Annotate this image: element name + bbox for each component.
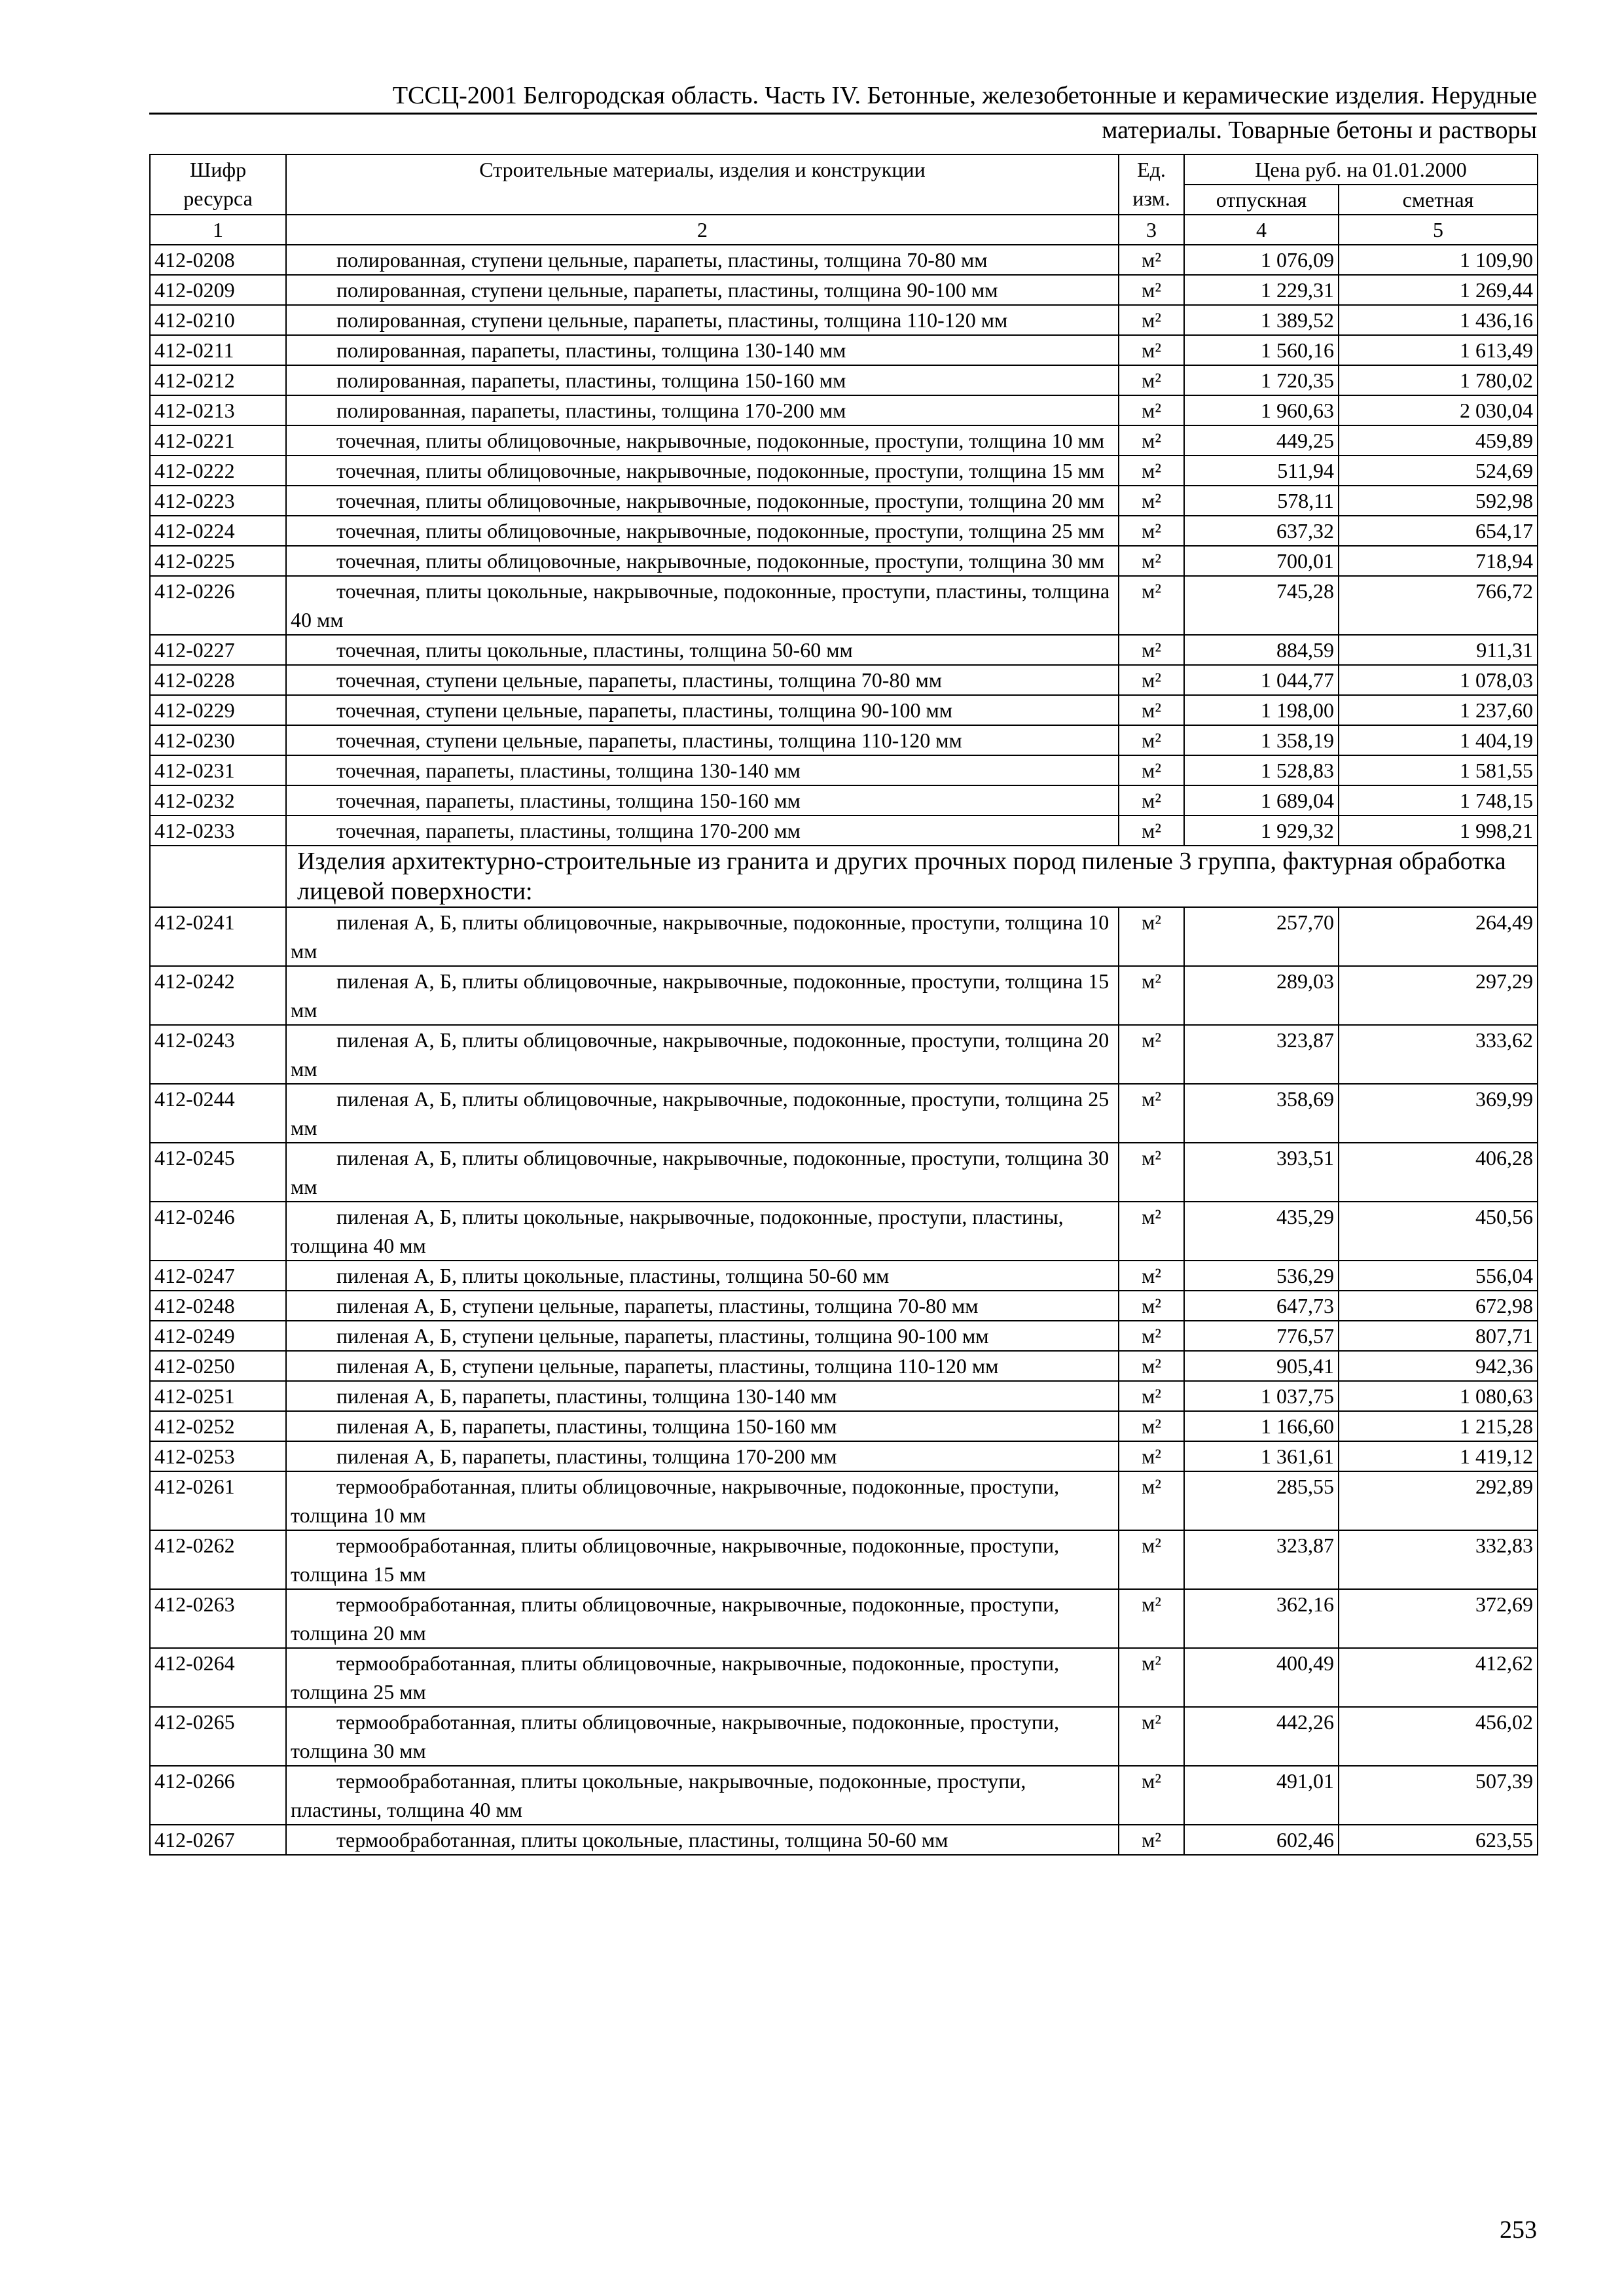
release-price: 257,70 [1184,907,1339,966]
material-name [286,1825,1119,1855]
release-price: 745,28 [1184,576,1339,635]
release-price: 884,59 [1184,635,1339,665]
material-name-text: полированная, парапеты, пластины, толщина 170-200 мм [336,399,846,422]
estimate-price: 556,04 [1339,1261,1538,1291]
estimate-price: 1 215,28 [1339,1411,1538,1441]
resource-code: 412-0243 [150,1025,286,1084]
material-name [286,365,1119,395]
release-price: 323,87 [1184,1025,1339,1084]
release-price: 1 229,31 [1184,275,1339,305]
table-header-row [150,154,1538,185]
material-name-text: пиленая А, Б, парапеты, пластины, толщина 150-160 мм [336,1414,837,1438]
table-row [150,725,1538,755]
resource-code: 412-0250 [150,1351,286,1381]
column-number: 1 [150,215,286,245]
material-name-text: точечная, парапеты, пластины, толщина 150-160 мм [336,789,801,812]
table-row [150,1530,1538,1589]
estimate-price: 264,49 [1339,907,1538,966]
resource-code: 412-0211 [150,335,286,365]
material-name [286,305,1119,335]
material-name [286,275,1119,305]
material-name-text: точечная, плиты облицовочные, накрывочные, подоконные, проступи, толщина 15 мм [336,459,1105,482]
unit: м² [1119,725,1184,755]
unit: м² [1119,1143,1184,1202]
unit: м² [1119,456,1184,486]
material-name [286,1471,1119,1530]
material-name-text: термообработанная, плиты цокольные, накрывочные, подоконные, проступи, пластины, толщина 40 мм [291,1769,1026,1821]
material-name-text: термообработанная, плиты облицовочные, накрывочные, подоконные, проступи, толщина 20 мм [291,1592,1060,1645]
table-row [150,245,1538,275]
estimate-price: 1 078,03 [1339,665,1538,695]
material-name [286,1441,1119,1471]
material-name-text: точечная, плиты облицовочные, накрывочные, подоконные, проступи, толщина 30 мм [336,549,1105,573]
material-name-text: точечная, парапеты, пластины, толщина 130-140 мм [336,759,801,782]
material-name [286,1321,1119,1351]
material-name-text: точечная, плиты облицовочные, накрывочные, подоконные, проступи, толщина 10 мм [336,429,1105,452]
estimate-price: 911,31 [1339,635,1538,665]
release-price: 637,32 [1184,516,1339,546]
material-name-text: пиленая А, Б, плиты облицовочные, накрывочные, подоконные, проступи, толщина 10 мм [291,910,1110,963]
table-row [150,486,1538,516]
material-name [286,816,1119,846]
unit: м² [1119,486,1184,516]
table-row [150,576,1538,635]
release-price: 1 076,09 [1184,245,1339,275]
estimate-price: 1 269,44 [1339,275,1538,305]
material-name-text: точечная, плиты цокольные, накрывочные, подоконные, проступи, пластины, толщина 40 мм [291,579,1110,632]
release-price: 358,69 [1184,1084,1339,1143]
release-price: 1 037,75 [1184,1381,1339,1411]
release-price: 1 166,60 [1184,1411,1339,1441]
release-price: 491,01 [1184,1766,1339,1825]
release-price: 362,16 [1184,1589,1339,1648]
estimate-price: 524,69 [1339,456,1538,486]
release-price: 400,49 [1184,1648,1339,1707]
estimate-price: 412,62 [1339,1648,1538,1707]
table-row [150,1766,1538,1825]
unit: м² [1119,907,1184,966]
estimate-price: 406,28 [1339,1143,1538,1202]
material-name-text: точечная, ступени цельные, парапеты, пластины, толщина 70-80 мм [336,668,942,692]
unit: м² [1119,695,1184,725]
header-title-line2: материалы. Товарные бетоны и растворы [1102,117,1537,144]
material-name [286,516,1119,546]
table-row [150,1084,1538,1143]
resource-code: 412-0266 [150,1766,286,1825]
table-row [150,1321,1538,1351]
resource-code: 412-0251 [150,1381,286,1411]
table-row [150,1143,1538,1202]
unit: м² [1119,1202,1184,1261]
material-name-text: точечная, ступени цельные, парапеты, пластины, толщина 90-100 мм [336,698,952,722]
resource-code: 412-0209 [150,275,286,305]
material-name-text: пиленая А, Б, ступени цельные, парапеты, пластины, толщина 90-100 мм [336,1324,989,1348]
material-name [286,245,1119,275]
material-name-text: полированная, парапеты, пластины, толщина 150-160 мм [336,368,846,392]
estimate-price: 372,69 [1339,1589,1538,1648]
resource-code: 412-0264 [150,1648,286,1707]
table-row [150,335,1538,365]
resource-code: 412-0247 [150,1261,286,1291]
resource-code: 412-0233 [150,816,286,846]
resource-code: 412-0253 [150,1441,286,1471]
resource-code: 412-0229 [150,695,286,725]
release-price: 1 560,16 [1184,335,1339,365]
material-name-text: пиленая А, Б, плиты облицовочные, накрывочные, подоконные, проступи, толщина 15 мм [291,969,1110,1022]
material-name [286,1381,1119,1411]
material-name [286,425,1119,456]
table-row [150,755,1538,785]
unit: м² [1119,365,1184,395]
resource-code: 412-0231 [150,755,286,785]
table-row [150,546,1538,576]
estimate-price: 369,99 [1339,1084,1538,1143]
estimate-price: 1 998,21 [1339,816,1538,846]
release-price: 776,57 [1184,1321,1339,1351]
material-name [286,1589,1119,1648]
release-price: 1 929,32 [1184,816,1339,846]
col-header-code: Шифр ресурса [150,154,286,215]
table-row [150,816,1538,846]
material-name-text: полированная, ступени цельные, парапеты, пластины, толщина 110-120 мм [336,308,1008,332]
unit: м² [1119,966,1184,1025]
resource-code: 412-0212 [150,365,286,395]
resource-code: 412-0262 [150,1530,286,1589]
resource-code: 412-0245 [150,1143,286,1202]
material-name-text: пиленая А, Б, плиты облицовочные, накрывочные, подоконные, проступи, толщина 20 мм [291,1028,1110,1081]
material-name [286,576,1119,635]
material-name-text: пиленая А, Б, плиты облицовочные, накрывочные, подоконные, проступи, толщина 25 мм [291,1087,1110,1139]
page-number: 253 [1500,2216,1537,2244]
material-name [286,546,1119,576]
table-row [150,516,1538,546]
material-name [286,785,1119,816]
unit: м² [1119,665,1184,695]
material-name [286,1084,1119,1143]
unit: м² [1119,395,1184,425]
unit: м² [1119,576,1184,635]
resource-code: 412-0261 [150,1471,286,1530]
unit: м² [1119,1025,1184,1084]
section-code-cell [150,846,286,907]
material-name [286,1202,1119,1261]
estimate-price: 456,02 [1339,1707,1538,1766]
unit: м² [1119,546,1184,576]
estimate-price: 507,39 [1339,1766,1538,1825]
material-name-text: термообработанная, плиты цокольные, пластины, толщина 50-60 мм [336,1828,948,1852]
column-number: 4 [1184,215,1339,245]
resource-code: 412-0223 [150,486,286,516]
table-row [150,1351,1538,1381]
release-price: 511,94 [1184,456,1339,486]
release-price: 449,25 [1184,425,1339,456]
estimate-price: 1 419,12 [1339,1441,1538,1471]
resource-code: 412-0248 [150,1291,286,1321]
unit: м² [1119,335,1184,365]
table-row [150,305,1538,335]
table-row [150,395,1538,425]
release-price: 536,29 [1184,1261,1339,1291]
material-name-text: пиленая А, Б, ступени цельные, парапеты, пластины, толщина 70-80 мм [336,1294,979,1318]
table-row [150,1707,1538,1766]
resource-code: 412-0249 [150,1321,286,1351]
estimate-price: 592,98 [1339,486,1538,516]
material-name-text: точечная, плиты облицовочные, накрывочные, подоконные, проступи, толщина 20 мм [336,489,1105,512]
column-number: 5 [1339,215,1538,245]
material-name-text: пиленая А, Б, плиты цокольные, пластины, толщина 50-60 мм [336,1264,890,1287]
release-price: 1 960,63 [1184,395,1339,425]
release-price: 1 361,61 [1184,1441,1339,1471]
table-row [150,1291,1538,1321]
col-header-release: отпускная [1184,185,1339,215]
page-header [149,80,1537,146]
section-title: Изделия архитектурно-строительные из гранита и других прочных пород пиленые 3 группа, фактурная обработка лицевой поверхности: [286,846,1538,907]
material-name-text: пиленая А, Б, парапеты, пластины, толщина 170-200 мм [336,1444,837,1468]
unit: м² [1119,1766,1184,1825]
resource-code: 412-0228 [150,665,286,695]
release-price: 1 198,00 [1184,695,1339,725]
column-numbers-row [150,215,1538,245]
estimate-price: 1 080,63 [1339,1381,1538,1411]
col-header-name: Строительные материалы, изделия и конструкции [286,154,1119,215]
table-row [150,1441,1538,1471]
release-price: 1 689,04 [1184,785,1339,816]
resource-code: 412-0210 [150,305,286,335]
material-name [286,635,1119,665]
table-row [150,456,1538,486]
release-price: 1 044,77 [1184,665,1339,695]
release-price: 323,87 [1184,1530,1339,1589]
release-price: 442,26 [1184,1707,1339,1766]
estimate-price: 718,94 [1339,546,1538,576]
estimate-price: 672,98 [1339,1291,1538,1321]
unit: м² [1119,516,1184,546]
resource-code: 412-0263 [150,1589,286,1648]
table-row [150,1202,1538,1261]
unit: м² [1119,1291,1184,1321]
unit: м² [1119,1530,1184,1589]
estimate-price: 1 748,15 [1339,785,1538,816]
material-name-text: полированная, ступени цельные, парапеты, пластины, толщина 90-100 мм [336,278,998,302]
release-price: 285,55 [1184,1471,1339,1530]
resource-code: 412-0226 [150,576,286,635]
material-name [286,1411,1119,1441]
resource-code: 412-0246 [150,1202,286,1261]
resource-code: 412-0241 [150,907,286,966]
table-row [150,425,1538,456]
resource-code: 412-0230 [150,725,286,755]
estimate-price: 450,56 [1339,1202,1538,1261]
material-name-text: термообработанная, плиты облицовочные, накрывочные, подоконные, проступи, толщина 10 мм [291,1475,1060,1527]
unit: м² [1119,1261,1184,1291]
material-name [286,966,1119,1025]
unit: м² [1119,1471,1184,1530]
material-name [286,1291,1119,1321]
estimate-price: 292,89 [1339,1471,1538,1530]
material-name-text: пиленая А, Б, плиты цокольные, накрывочные, подоконные, проступи, пластины, толщина 40 мм [291,1205,1064,1257]
table-row [150,635,1538,665]
material-name [286,456,1119,486]
release-price: 1 358,19 [1184,725,1339,755]
table-row [150,1471,1538,1530]
release-price: 1 720,35 [1184,365,1339,395]
material-name [286,1351,1119,1381]
material-name [286,335,1119,365]
price-table [149,154,1538,1856]
material-name [286,1025,1119,1084]
col-header-price: Цена руб. на 01.01.2000 [1184,154,1538,185]
estimate-price: 807,71 [1339,1321,1538,1351]
resource-code: 412-0208 [150,245,286,275]
table-row [150,1381,1538,1411]
unit: м² [1119,816,1184,846]
resource-code: 412-0232 [150,785,286,816]
estimate-price: 459,89 [1339,425,1538,456]
unit: м² [1119,755,1184,785]
estimate-price: 1 581,55 [1339,755,1538,785]
resource-code: 412-0222 [150,456,286,486]
material-name-text: термообработанная, плиты облицовочные, накрывочные, подоконные, проступи, толщина 25 мм [291,1651,1060,1704]
unit: м² [1119,1648,1184,1707]
material-name [286,1143,1119,1202]
estimate-price: 1 404,19 [1339,725,1538,755]
material-name [286,907,1119,966]
estimate-price: 297,29 [1339,966,1538,1025]
material-name-text: пиленая А, Б, ступени цельные, парапеты, пластины, толщина 110-120 мм [336,1354,999,1378]
unit: м² [1119,1084,1184,1143]
release-price: 647,73 [1184,1291,1339,1321]
material-name-text: полированная, ступени цельные, парапеты, пластины, толщина 70-80 мм [336,248,988,272]
resource-code: 412-0252 [150,1411,286,1441]
unit: м² [1119,785,1184,816]
table-row [150,665,1538,695]
material-name [286,1530,1119,1589]
material-name-text: термообработанная, плиты облицовочные, накрывочные, подоконные, проступи, толщина 15 мм [291,1534,1060,1586]
table-row [150,1648,1538,1707]
table-row [150,365,1538,395]
unit: м² [1119,1411,1184,1441]
release-price: 602,46 [1184,1825,1339,1855]
material-name [286,695,1119,725]
unit: м² [1119,305,1184,335]
release-price: 393,51 [1184,1143,1339,1202]
material-name-text: точечная, плиты цокольные, пластины, толщина 50-60 мм [336,638,853,662]
resource-code: 412-0213 [150,395,286,425]
resource-code: 412-0221 [150,425,286,456]
resource-code: 412-0265 [150,1707,286,1766]
table-row [150,785,1538,816]
table-row [150,1025,1538,1084]
table-row [150,695,1538,725]
resource-code: 412-0242 [150,966,286,1025]
estimate-price: 766,72 [1339,576,1538,635]
material-name-text: точечная, плиты облицовочные, накрывочные, подоконные, проступи, толщина 25 мм [336,519,1105,543]
resource-code: 412-0227 [150,635,286,665]
table-row [150,1589,1538,1648]
release-price: 289,03 [1184,966,1339,1025]
release-price: 578,11 [1184,486,1339,516]
table-row [150,1411,1538,1441]
unit: м² [1119,635,1184,665]
unit: м² [1119,1381,1184,1411]
unit: м² [1119,275,1184,305]
unit: м² [1119,1707,1184,1766]
material-name [286,1707,1119,1766]
material-name [286,755,1119,785]
col-header-estimate: сметная [1339,185,1538,215]
material-name [286,725,1119,755]
table-row [150,966,1538,1025]
unit: м² [1119,1825,1184,1855]
unit: м² [1119,1441,1184,1471]
estimate-price: 1 109,90 [1339,245,1538,275]
estimate-price: 333,62 [1339,1025,1538,1084]
material-name [286,1261,1119,1291]
table-row [150,275,1538,305]
material-name-text: точечная, парапеты, пластины, толщина 170-200 мм [336,819,801,842]
column-number: 2 [286,215,1119,245]
estimate-price: 1 613,49 [1339,335,1538,365]
material-name-text: термообработанная, плиты облицовочные, накрывочные, подоконные, проступи, толщина 30 мм [291,1710,1060,1763]
material-name-text: пиленая А, Б, парапеты, пластины, толщина 130-140 мм [336,1384,837,1408]
estimate-price: 1 237,60 [1339,695,1538,725]
release-price: 435,29 [1184,1202,1339,1261]
estimate-price: 942,36 [1339,1351,1538,1381]
material-name [286,395,1119,425]
table-row [150,907,1538,966]
column-number: 3 [1119,215,1184,245]
estimate-price: 654,17 [1339,516,1538,546]
section-heading-row [150,846,1538,907]
resource-code: 412-0267 [150,1825,286,1855]
material-name-text: пиленая А, Б, плиты облицовочные, накрывочные, подоконные, проступи, толщина 30 мм [291,1146,1110,1198]
table-row [150,1825,1538,1855]
resource-code: 412-0224 [150,516,286,546]
estimate-price: 623,55 [1339,1825,1538,1855]
release-price: 1 528,83 [1184,755,1339,785]
unit: м² [1119,425,1184,456]
table-row [150,1261,1538,1291]
release-price: 700,01 [1184,546,1339,576]
estimate-price: 2 030,04 [1339,395,1538,425]
resource-code: 412-0244 [150,1084,286,1143]
material-name [286,1648,1119,1707]
release-price: 1 389,52 [1184,305,1339,335]
unit: м² [1119,245,1184,275]
release-price: 905,41 [1184,1351,1339,1381]
material-name [286,665,1119,695]
estimate-price: 332,83 [1339,1530,1538,1589]
material-name-text: точечная, ступени цельные, парапеты, пластины, толщина 110-120 мм [336,728,962,752]
material-name [286,486,1119,516]
unit: м² [1119,1589,1184,1648]
header-title-line1: ТССЦ-2001 Белгородская область. Часть IV. Бетонные, железобетонные и керамические изделия. Нерудные [392,82,1537,109]
estimate-price: 1 780,02 [1339,365,1538,395]
material-name-text: полированная, парапеты, пластины, толщина 130-140 мм [336,338,846,362]
material-name [286,1766,1119,1825]
col-header-unit: Ед. изм. [1119,154,1184,215]
estimate-price: 1 436,16 [1339,305,1538,335]
resource-code: 412-0225 [150,546,286,576]
unit: м² [1119,1351,1184,1381]
unit: м² [1119,1321,1184,1351]
